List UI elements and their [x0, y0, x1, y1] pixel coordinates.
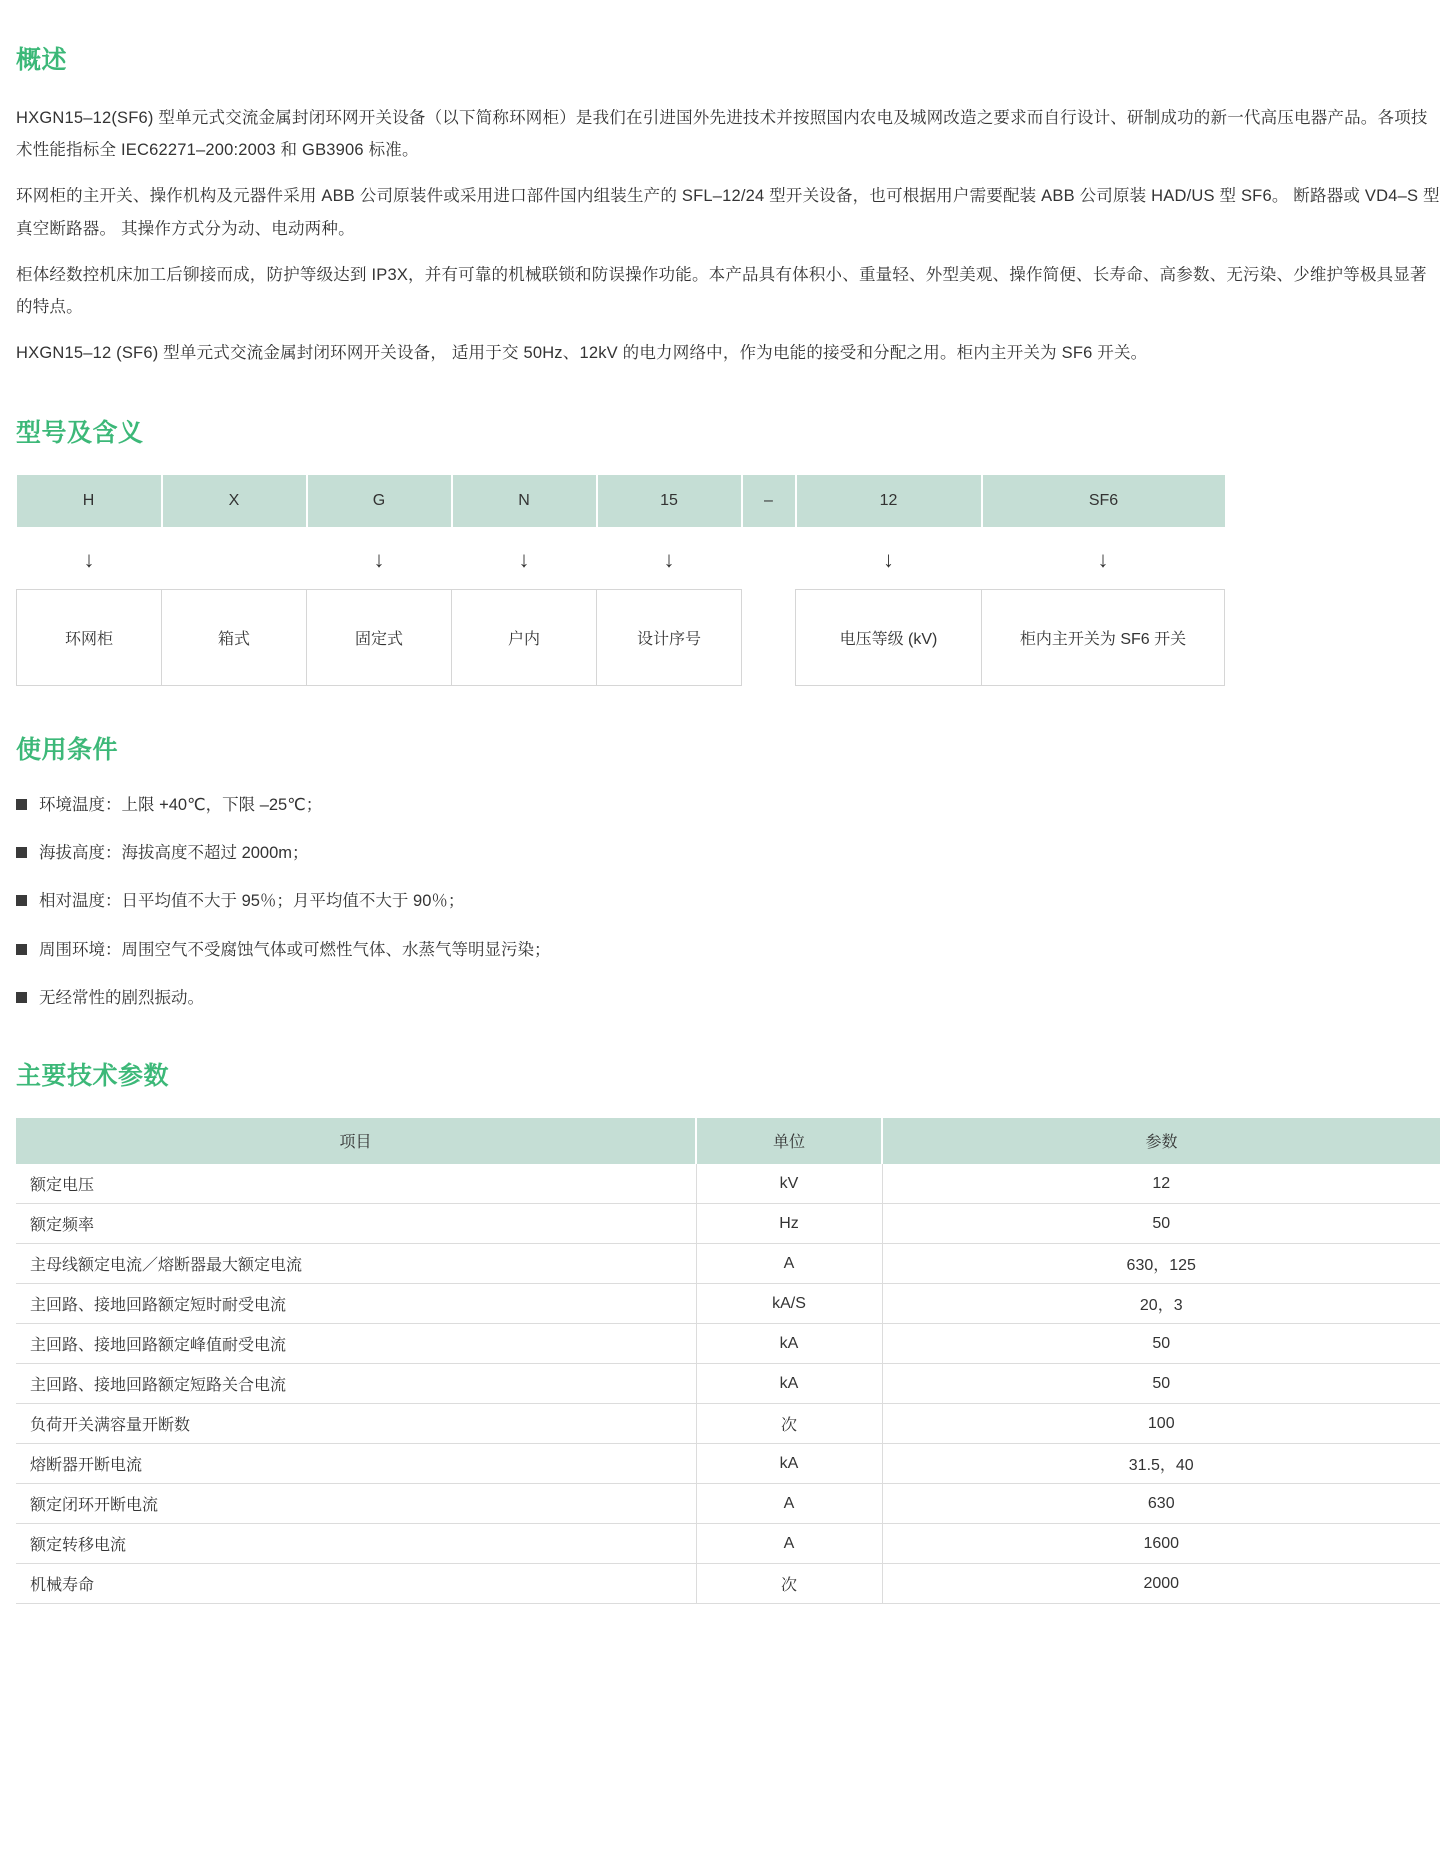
square-bullet-icon — [16, 992, 27, 1003]
model-code-cell: N — [452, 475, 597, 527]
section-overview — [16, 40, 1440, 369]
param-unit: kA — [696, 1444, 882, 1484]
table-row — [16, 1444, 1440, 1484]
param-item: 负荷开关满容量开断数 — [16, 1404, 696, 1444]
model-table-wrapper — [16, 475, 1224, 686]
table-row — [16, 1284, 1440, 1324]
param-value: 50 — [882, 1324, 1440, 1364]
list-item-text: 海拔高度：海拔高度不超过 2000m； — [39, 844, 309, 863]
list-item — [16, 937, 1440, 963]
param-item: 主回路、接地回路额定短时耐受电流 — [16, 1284, 696, 1324]
down-arrow-icon: ↓ — [83, 547, 95, 573]
section-model-designation — [16, 413, 1440, 686]
model-code-cell: G — [307, 475, 452, 527]
param-value: 50 — [882, 1204, 1440, 1244]
model-meaning-cell: 户内 — [452, 589, 597, 685]
param-value: 31.5，40 — [882, 1444, 1440, 1484]
square-bullet-icon — [16, 847, 27, 858]
model-code-row — [17, 475, 1225, 527]
section-operating-conditions — [16, 730, 1440, 1012]
column-header-item: 项目 — [16, 1118, 696, 1164]
down-arrow-icon: ↓ — [883, 547, 894, 573]
params-table-body — [16, 1164, 1440, 1604]
column-header-unit: 单位 — [696, 1118, 882, 1164]
down-arrow-icon: ↓ — [373, 547, 385, 573]
model-code-cell: – — [742, 475, 796, 527]
table-row — [16, 1244, 1440, 1284]
model-code-cell: X — [162, 475, 307, 527]
model-code-cell: 15 — [597, 475, 742, 527]
table-row — [16, 1484, 1440, 1524]
param-value: 12 — [882, 1164, 1440, 1204]
list-item — [16, 985, 1440, 1011]
param-unit: kA — [696, 1364, 882, 1404]
param-item: 额定闭环开断电流 — [16, 1484, 696, 1524]
table-row — [16, 1364, 1440, 1404]
down-arrow-icon: ↓ — [1097, 547, 1109, 573]
square-bullet-icon — [16, 944, 27, 955]
list-item — [16, 888, 1440, 914]
params-table — [16, 1118, 1440, 1605]
overview-paragraph: 环网柜的主开关、操作机构及元器件采用 ABB 公司原装件或采用进口部件国内组装生产的 SFL–12/24 型开关设备，也可根据用户需要配装 ABB 公司原装 HAD/US 型 SF6。 断路器或 VD4–S 型真空断路器。 其操作方式分为动、电动两种。 — [16, 187, 1440, 238]
param-unit: kA/S — [696, 1284, 882, 1324]
param-unit: A — [696, 1524, 882, 1564]
conditions-title: 使用条件 — [16, 735, 119, 764]
table-row — [16, 1164, 1440, 1204]
model-meaning-spacer — [742, 589, 796, 685]
param-item: 额定电压 — [16, 1164, 696, 1204]
model-meaning-cell: 电压等级 (kV) — [796, 589, 982, 685]
param-item: 额定频率 — [16, 1204, 696, 1244]
table-row — [16, 1404, 1440, 1444]
conditions-list — [16, 792, 1440, 1012]
param-item: 机械寿命 — [16, 1564, 696, 1604]
list-item-text: 周围环境：周围空气不受腐蚀气体或可燃性气体、水蒸气等明显污染； — [39, 940, 551, 959]
model-arrow-row — [17, 527, 1225, 589]
overview-paragraph: HXGN15–12 (SF6) 型单元式交流金属封闭环网开关设备， 适用于交 50Hz、12kV 的电力网络中，作为电能的接受和分配之用。柜内主开关为 SF6 开关。 — [16, 344, 1148, 363]
model-meaning-cell: 设计序号 — [597, 589, 742, 685]
model-meaning-row — [17, 589, 1225, 685]
param-value: 1600 — [882, 1524, 1440, 1564]
param-unit: 次 — [696, 1404, 882, 1444]
param-value: 100 — [882, 1404, 1440, 1444]
param-item: 熔断器开断电流 — [16, 1444, 696, 1484]
square-bullet-icon — [16, 799, 27, 810]
param-unit: A — [696, 1244, 882, 1284]
list-item — [16, 792, 1440, 818]
model-code-cell: H — [17, 475, 162, 527]
param-unit: Hz — [696, 1204, 882, 1244]
params-header-row — [16, 1118, 1440, 1164]
param-value: 630 — [882, 1484, 1440, 1524]
list-item-text: 环境温度：上限 +40℃，下限 –25℃； — [39, 795, 323, 814]
param-unit: kA — [696, 1324, 882, 1364]
list-item-text: 无经常性的剧烈振动。 — [39, 989, 204, 1008]
model-meaning-cell: 柜内主开关为 SF6 开关 — [982, 589, 1225, 685]
model-code-cell: 12 — [796, 475, 982, 527]
list-item-text: 相对温度：日平均值不大于 95％；月平均值不大于 90％； — [39, 892, 465, 911]
param-item: 额定转移电流 — [16, 1524, 696, 1564]
param-unit: kV — [696, 1164, 882, 1204]
model-meaning-cell: 箱式 — [162, 589, 307, 685]
param-value: 50 — [882, 1364, 1440, 1404]
param-value: 630，125 — [882, 1244, 1440, 1284]
param-item: 主回路、接地回路额定峰值耐受电流 — [16, 1324, 696, 1364]
section-technical-parameters — [16, 1056, 1440, 1605]
params-table-head — [16, 1118, 1440, 1164]
param-item: 主母线额定电流／熔断器最大额定电流 — [16, 1244, 696, 1284]
down-arrow-icon: ↓ — [663, 547, 675, 573]
list-item — [16, 840, 1440, 866]
arrow-spacer — [162, 527, 307, 589]
overview-paragraph: HXGN15–12(SF6) 型单元式交流金属封闭环网开关设备（以下简称环网柜）是我们在引进国外先进技术并按照国内农电及城网改造之要求而自行设计、研制成功的新一代高压电器产品。各项技术性能指标全 IEC62271–200:2003 和 GB3906 标准。 — [16, 109, 1428, 160]
model-meaning-cell: 环网柜 — [17, 589, 162, 685]
table-row — [16, 1524, 1440, 1564]
param-unit: 次 — [696, 1564, 882, 1604]
table-row — [16, 1564, 1440, 1604]
overview-title: 概述 — [16, 46, 68, 74]
model-meaning-cell: 固定式 — [307, 589, 452, 685]
table-row — [16, 1204, 1440, 1244]
param-value: 20，3 — [882, 1284, 1440, 1324]
params-title: 主要技术参数 — [16, 1061, 170, 1090]
model-code-cell: SF6 — [982, 475, 1225, 527]
table-row — [16, 1324, 1440, 1364]
arrow-spacer — [742, 527, 796, 589]
column-header-value: 参数 — [882, 1118, 1440, 1164]
param-item: 主回路、接地回路额定短路关合电流 — [16, 1364, 696, 1404]
model-title: 型号及含义 — [16, 419, 144, 448]
param-unit: A — [696, 1484, 882, 1524]
down-arrow-icon: ↓ — [518, 547, 530, 573]
param-value: 2000 — [882, 1564, 1440, 1604]
model-table — [16, 475, 1225, 686]
square-bullet-icon — [16, 895, 27, 906]
overview-paragraph: 柜体经数控机床加工后铆接而成，防护等级达到 IP3X，并有可靠的机械联锁和防误操作功能。本产品具有体积小、重量轻、外型美观、操作简便、长寿命、高参数、无污染、少维护等极具显著的特点。 — [16, 265, 1427, 316]
